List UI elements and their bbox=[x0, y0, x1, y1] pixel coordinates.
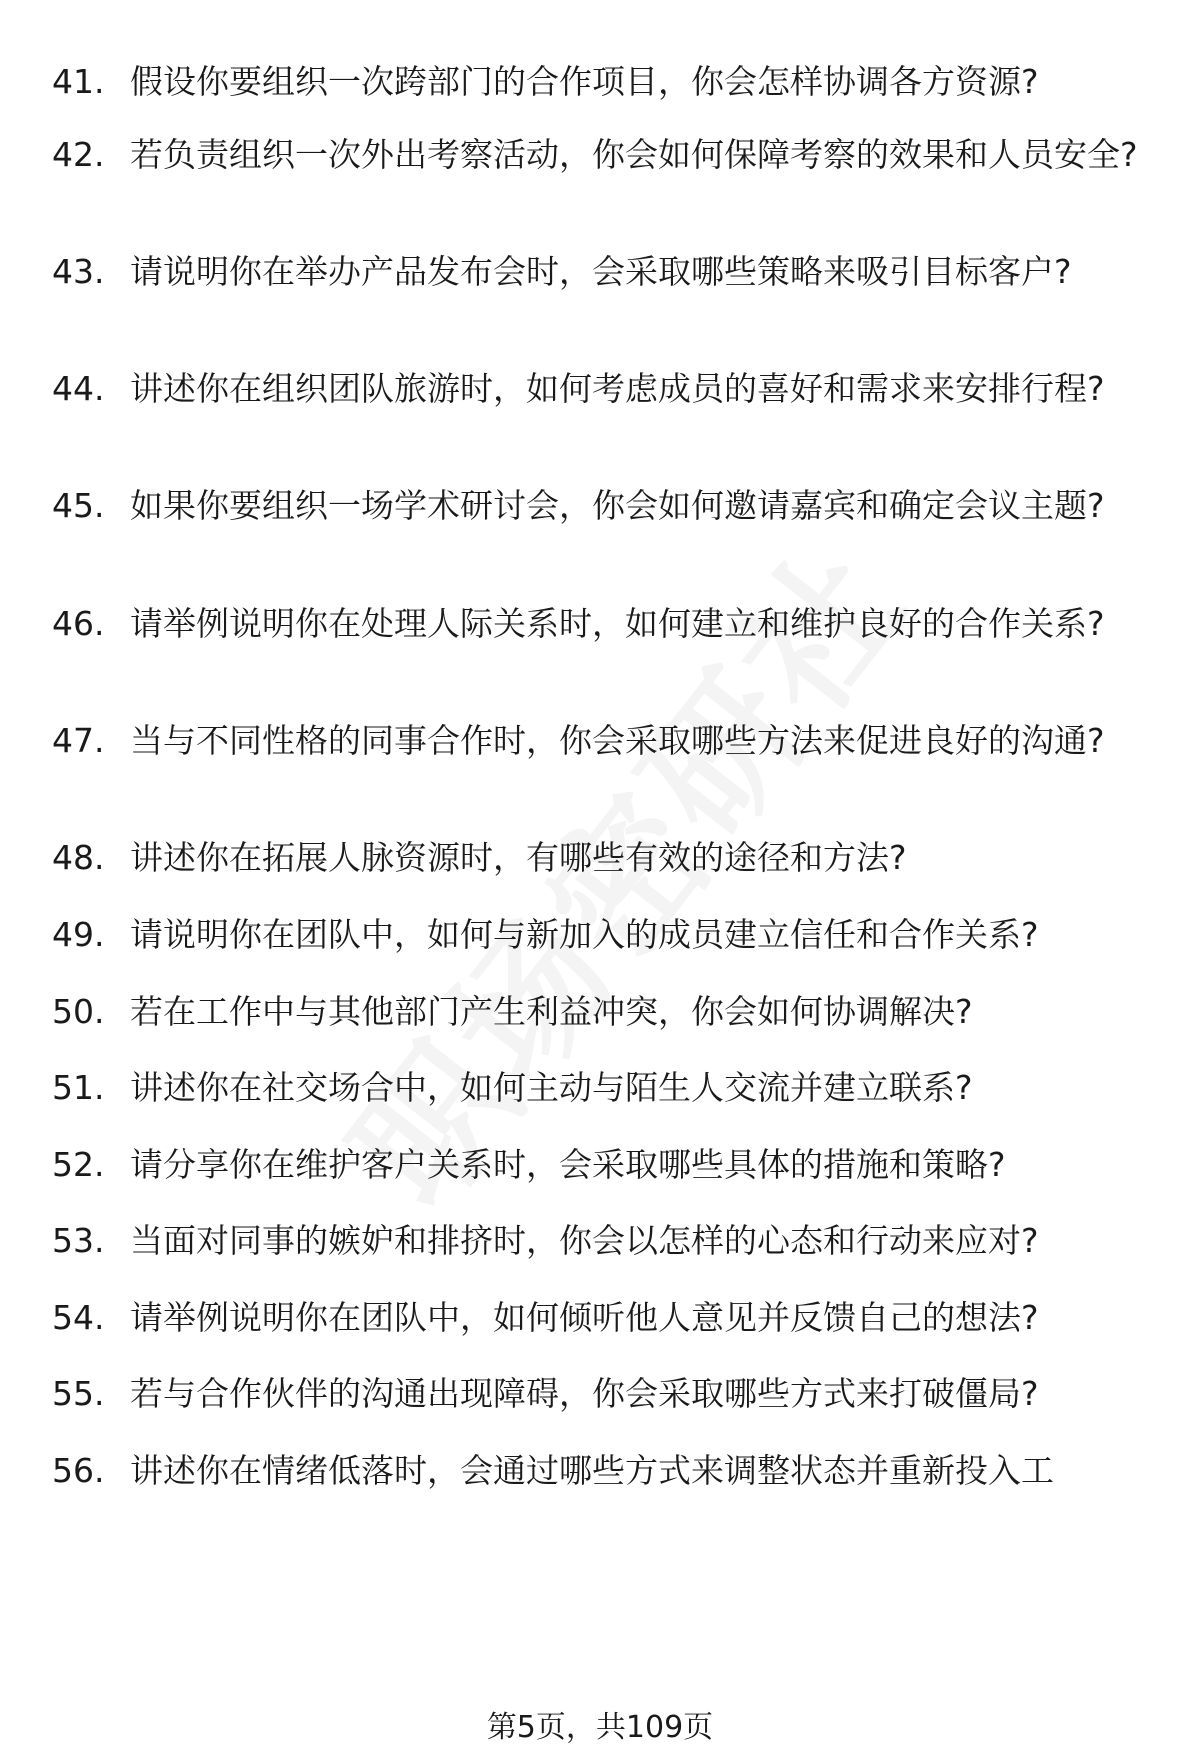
question-text: 请分享你在维护客户关系时，会采取哪些具体的措施和策略? bbox=[130, 1145, 1006, 1184]
question-text: 若在工作中与其他部门产生利益冲突，你会如何协调解决? bbox=[130, 992, 973, 1031]
question-text: 当与不同性格的同事合作时，你会采取哪些方法来促进良好的沟通? bbox=[130, 721, 1105, 760]
question-number: 54. bbox=[52, 1298, 105, 1337]
question-number: 55. bbox=[52, 1374, 105, 1413]
question-number: 46. bbox=[52, 604, 105, 643]
question-number: 51. bbox=[52, 1068, 105, 1107]
question-number: 41. bbox=[52, 62, 105, 101]
question-text: 假设你要组织一次跨部门的合作项目，你会怎样协调各方资源? bbox=[130, 62, 1039, 101]
question-text: 讲述你在组织团队旅游时，如何考虑成员的喜好和需求来安排行程? bbox=[130, 369, 1105, 408]
question-text: 当面对同事的嫉妒和排挤时，你会以怎样的心态和行动来应对? bbox=[130, 1221, 1039, 1260]
question-number: 45. bbox=[52, 486, 105, 525]
question-number: 56. bbox=[52, 1451, 105, 1490]
question-text: 请说明你在举办产品发布会时，会采取哪些策略来吸引目标客户? bbox=[130, 252, 1072, 291]
question-text: 请举例说明你在团队中，如何倾听他人意见并反馈自己的想法? bbox=[130, 1298, 1039, 1337]
question-number: 50. bbox=[52, 992, 105, 1031]
question-text: 讲述你在社交场合中，如何主动与陌生人交流并建立联系? bbox=[130, 1068, 973, 1107]
question-text: 若负责组织一次外出考察活动，你会如何保障考察的效果和人员安全? bbox=[130, 135, 1138, 174]
question-text: 若与合作伙伴的沟通出现障碍，你会采取哪些方式来打破僵局? bbox=[130, 1374, 1039, 1413]
question-number: 44. bbox=[52, 369, 105, 408]
question-number: 43. bbox=[52, 252, 105, 291]
question-number: 42. bbox=[52, 135, 105, 174]
question-number: 53. bbox=[52, 1221, 105, 1260]
question-text: 如果你要组织一场学术研讨会，你会如何邀请嘉宾和确定会议主题? bbox=[130, 486, 1105, 525]
question-number: 49. bbox=[52, 915, 105, 954]
question-number: 47. bbox=[52, 721, 105, 760]
question-text: 请举例说明你在处理人际关系时，如何建立和维护良好的合作关系? bbox=[130, 604, 1105, 643]
question-text: 讲述你在拓展人脉资源时，有哪些有效的途径和方法? bbox=[130, 838, 907, 877]
page-footer: 第5页，共109页 bbox=[486, 1710, 714, 1745]
question-text: 请说明你在团队中，如何与新加入的成员建立信任和合作关系? bbox=[130, 915, 1039, 954]
question-number: 52. bbox=[52, 1145, 105, 1184]
question-text: 讲述你在情绪低落时，会通过哪些方式来调整状态并重新投入工 bbox=[130, 1451, 1054, 1490]
question-number: 48. bbox=[52, 838, 105, 877]
